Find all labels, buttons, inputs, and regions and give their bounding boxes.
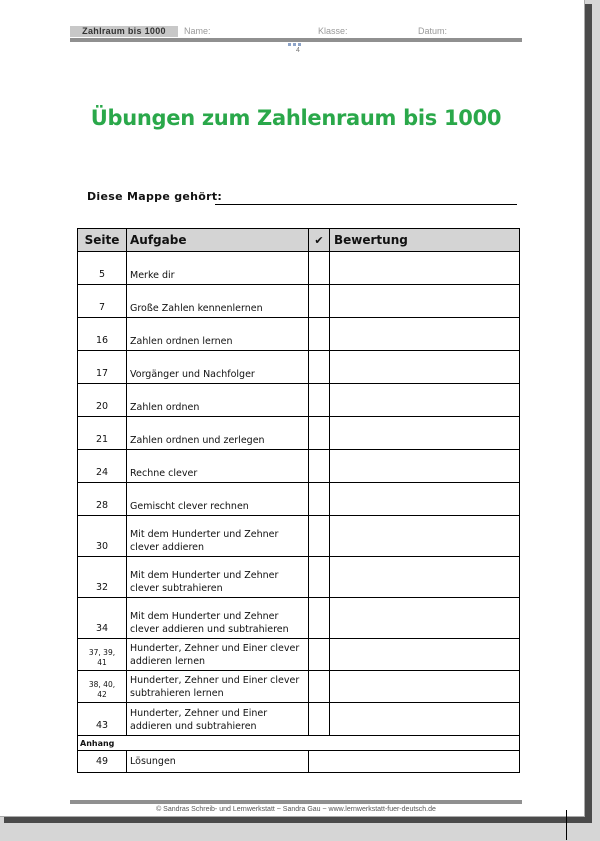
- column-header-bewertung: Bewertung: [330, 229, 520, 252]
- table-row: [78, 351, 520, 384]
- page-cell: 49: [78, 751, 127, 773]
- task-line-2: addieren lernen: [130, 656, 206, 667]
- check-cell[interactable]: [309, 639, 330, 671]
- task-line-1: Mit dem Hunderter und Zehner: [130, 570, 279, 581]
- task-cell: [127, 639, 309, 671]
- check-cell[interactable]: [309, 483, 330, 516]
- table-row: [78, 598, 520, 639]
- crop-mark: [566, 810, 567, 840]
- check-cell[interactable]: [309, 598, 330, 639]
- column-header-check: ✔: [309, 229, 330, 252]
- header-title: Zahlraum bis 1000: [70, 26, 178, 37]
- table-row: [78, 384, 520, 417]
- anhang-spacer: [127, 736, 520, 751]
- table-row: [78, 417, 520, 450]
- rating-cell[interactable]: [330, 639, 520, 671]
- datum-label: Datum:: [418, 26, 448, 36]
- task-line-1: Hunderter, Zehner und Einer clever: [130, 643, 300, 654]
- check-cell[interactable]: [309, 557, 330, 598]
- table-row: [78, 639, 520, 671]
- task-cell: Zahlen ordnen und zerlegen: [127, 417, 309, 450]
- page-cell: 17: [78, 351, 127, 384]
- page-cell: 7: [78, 285, 127, 318]
- task-line-1: Mit dem Hunderter und Zehner: [130, 611, 279, 622]
- owner-label: Diese Mappe gehört:: [87, 190, 223, 203]
- rating-cell[interactable]: [330, 483, 520, 516]
- table-row: [78, 450, 520, 483]
- task-cell: Vorgänger und Nachfolger: [127, 351, 309, 384]
- page-cell: 5: [78, 252, 127, 285]
- page-cell: 16: [78, 318, 127, 351]
- check-cell[interactable]: [309, 318, 330, 351]
- page-cell: [78, 671, 127, 703]
- rating-cell[interactable]: [330, 285, 520, 318]
- task-cell: [127, 671, 309, 703]
- task-line-2: subtrahieren lernen: [130, 688, 224, 699]
- rating-cell[interactable]: [330, 450, 520, 483]
- check-cell[interactable]: [309, 516, 330, 557]
- task-line-2: clever subtrahieren: [130, 583, 223, 594]
- task-cell: Gemischt clever rechnen: [127, 483, 309, 516]
- table-row: [78, 751, 520, 773]
- task-table: [77, 228, 520, 773]
- page-shadow-bottom: [4, 817, 592, 823]
- rating-cell[interactable]: [330, 351, 520, 384]
- rating-cell[interactable]: [330, 318, 520, 351]
- rating-cell[interactable]: [330, 252, 520, 285]
- page-header: [70, 26, 522, 37]
- task-line-1: Hunderter, Zehner und Einer: [130, 708, 268, 719]
- page-cell: [78, 639, 127, 671]
- task-cell: [127, 516, 309, 557]
- page-cell: 28: [78, 483, 127, 516]
- page-line-1: 37, 39,: [88, 648, 116, 657]
- table-row: [78, 557, 520, 598]
- page-line-2: 42: [97, 690, 107, 699]
- task-line-2: clever addieren und subtrahieren: [130, 624, 289, 635]
- rating-cell[interactable]: [330, 384, 520, 417]
- task-cell: [127, 598, 309, 639]
- rating-cell[interactable]: [330, 557, 520, 598]
- check-cell[interactable]: [309, 671, 330, 703]
- check-cell[interactable]: [309, 450, 330, 483]
- footer-copyright: © Sandras Schreib- und Lernwerkstatt ~ Sandra Gau ~ www.lernwerkstatt-fuer-deutsch.de: [156, 806, 436, 813]
- name-label: Name:: [184, 26, 211, 36]
- page-cell: 20: [78, 384, 127, 417]
- column-header-aufgabe: Aufgabe: [127, 229, 309, 252]
- task-cell: Rechne clever: [127, 450, 309, 483]
- anhang-row: [78, 736, 520, 751]
- task-cell: Große Zahlen kennenlernen: [127, 285, 309, 318]
- check-cell[interactable]: [309, 285, 330, 318]
- header-divider: [70, 38, 522, 42]
- footer-divider: [70, 800, 522, 804]
- table-row: [78, 483, 520, 516]
- table-row: [78, 285, 520, 318]
- solutions-blank-cell: [309, 751, 520, 773]
- anhang-label: Anhang: [78, 736, 127, 751]
- rating-cell[interactable]: [330, 671, 520, 703]
- task-cell: Zahlen ordnen: [127, 384, 309, 417]
- check-cell[interactable]: [309, 351, 330, 384]
- page-line-2: 41: [97, 658, 107, 667]
- task-cell: Zahlen ordnen lernen: [127, 318, 309, 351]
- column-header-seite: Seite: [78, 229, 127, 252]
- document-title: Übungen zum Zahlenraum bis 1000: [90, 106, 502, 130]
- task-line-1: Hunderter, Zehner und Einer clever: [130, 675, 300, 686]
- rating-cell[interactable]: [330, 703, 520, 736]
- table-row: [78, 252, 520, 285]
- check-cell[interactable]: [309, 384, 330, 417]
- task-line-2: clever addieren: [130, 542, 205, 553]
- task-cell: Merke dir: [127, 252, 309, 285]
- table-row: [78, 516, 520, 557]
- task-cell: [127, 557, 309, 598]
- check-cell[interactable]: [309, 252, 330, 285]
- task-line-2: addieren und subtrahieren: [130, 721, 257, 732]
- table-header-row: [78, 229, 520, 252]
- page-cell: 32: [78, 557, 127, 598]
- page-cell: 21: [78, 417, 127, 450]
- rating-cell[interactable]: [330, 598, 520, 639]
- page-shadow-right: [585, 4, 592, 819]
- task-cell: [127, 703, 309, 736]
- page-line-1: 38, 40,: [88, 680, 116, 689]
- rating-cell[interactable]: [330, 516, 520, 557]
- page-cell: 30: [78, 516, 127, 557]
- klasse-label: Klasse:: [318, 26, 348, 36]
- task-cell: Lösungen: [127, 751, 309, 773]
- task-line-1: Mit dem Hunderter und Zehner: [130, 529, 279, 540]
- page-number: 4: [296, 47, 300, 54]
- page-cell: 24: [78, 450, 127, 483]
- check-cell[interactable]: [309, 417, 330, 450]
- check-cell[interactable]: [309, 703, 330, 736]
- rating-cell[interactable]: [330, 417, 520, 450]
- table-row: [78, 671, 520, 703]
- page-cell: 43: [78, 703, 127, 736]
- page-cell: 34: [78, 598, 127, 639]
- owner-write-line: [215, 204, 517, 205]
- table-row: [78, 318, 520, 351]
- table-row: [78, 703, 520, 736]
